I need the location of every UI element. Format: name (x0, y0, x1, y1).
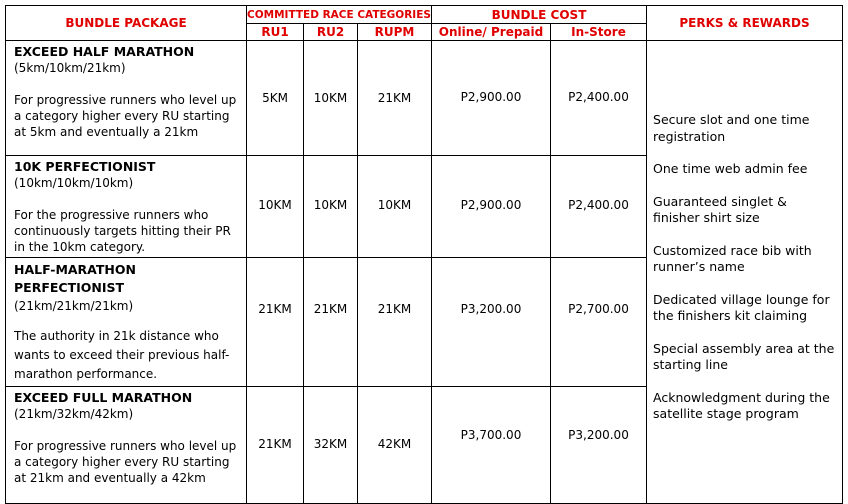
ru2-value: 32KM (304, 387, 358, 504)
package-cell (6, 258, 247, 387)
package-distances: (21km/21km/21km) (14, 299, 134, 313)
ru1-value: 10KM (247, 156, 304, 258)
package-description: For progressive runners who level up a category higher every RU starting at 21km and eventually a 42km (14, 439, 237, 485)
instore-price: P2,400.00 (551, 41, 647, 156)
perk-item: Customized race bib with runner’s name (653, 242, 812, 274)
package-name: EXCEED FULL MARATHON (14, 390, 193, 405)
perk-item: Guaranteed singlet & finisher shirt size (653, 193, 787, 225)
online-price: P2,900.00 (432, 156, 551, 258)
ru1-value: 5KM (247, 41, 304, 156)
header-ru2: RU2 (304, 24, 358, 41)
rupm-value: 42KM (358, 387, 432, 504)
perk-item: One time web admin fee (653, 161, 808, 176)
package-distances: (21km/32km/42km) (14, 407, 134, 421)
instore-price: P2,700.00 (551, 258, 647, 387)
ru2-value: 21KM (304, 258, 358, 387)
package-name: HALF-MARATHON PERFECTIONIST (14, 262, 136, 295)
ru2-value: 10KM (304, 156, 358, 258)
package-description: For the progressive runners who continuously targets hitting their PR in the 10km category. (14, 208, 231, 254)
ru1-value: 21KM (247, 258, 304, 387)
rupm-value: 21KM (358, 258, 432, 387)
perk-item: Secure slot and one time registration (653, 112, 810, 144)
package-name: 10K PERFECTIONIST (14, 159, 156, 174)
perk-item: Special assembly area at the starting line (653, 340, 835, 372)
package-cell (6, 387, 247, 504)
bundle-package-table (5, 5, 843, 504)
package-description: For progressive runners who level up a category higher every RU starting at 5km and eventually a 21km (14, 93, 237, 139)
header-ru1: RU1 (247, 24, 304, 41)
header-perks-rewards: PERKS & REWARDS (647, 6, 843, 41)
instore-price: P2,400.00 (551, 156, 647, 258)
header-online-prepaid: Online/ Prepaid (432, 24, 551, 41)
package-description: The authority in 21k distance who wants to exceed their previous half-marathon performance. (14, 329, 230, 381)
package-cell (6, 156, 247, 258)
ru1-value: 21KM (247, 387, 304, 504)
perk-item: Acknowledgment during the satellite stage program (653, 389, 830, 421)
online-price: P2,900.00 (432, 41, 551, 156)
package-distances: (10km/10km/10km) (14, 176, 134, 190)
rupm-value: 10KM (358, 156, 432, 258)
perks-list (647, 41, 843, 504)
online-price: P3,200.00 (432, 258, 551, 387)
header-bundle-cost: BUNDLE COST (432, 6, 647, 24)
package-name: EXCEED HALF MARATHON (14, 44, 195, 59)
ru2-value: 10KM (304, 41, 358, 156)
package-cell (6, 41, 247, 156)
package-distances: (5km/10km/21km) (14, 61, 126, 75)
header-bundle-package: BUNDLE PACKAGE (6, 6, 247, 41)
header-committed-race-categories: COMMITTED RACE CATEGORIES (247, 6, 432, 24)
perk-item: Dedicated village lounge for the finishers kit claiming (653, 291, 830, 323)
header-in-store: In-Store (551, 24, 647, 41)
table-row (6, 41, 843, 156)
header-rupm: RUPM (358, 24, 432, 41)
online-price: P3,700.00 (432, 387, 551, 504)
instore-price: P3,200.00 (551, 387, 647, 504)
rupm-value: 21KM (358, 41, 432, 156)
